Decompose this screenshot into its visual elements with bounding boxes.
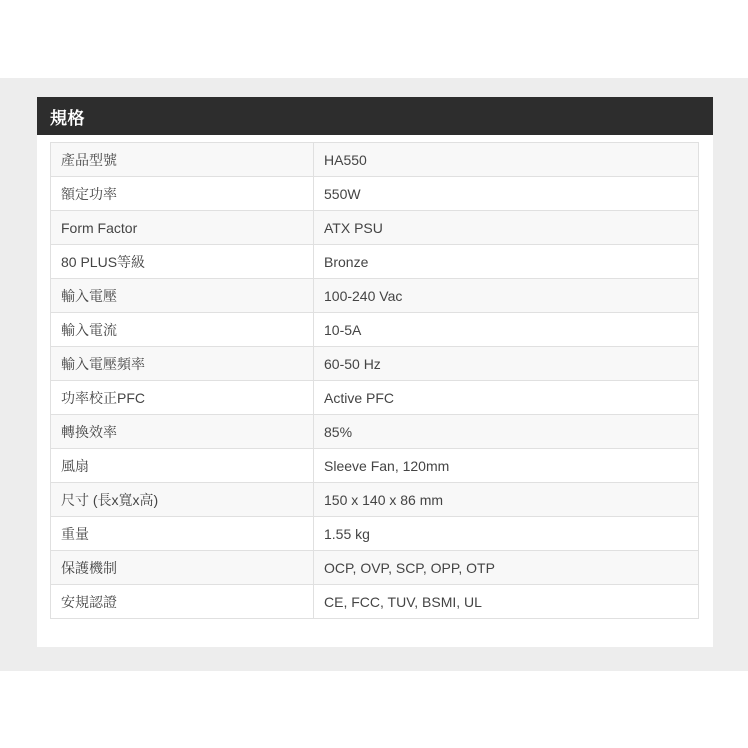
spec-label: 輸入電流 xyxy=(51,313,314,347)
spec-label: 安規認證 xyxy=(51,585,314,619)
spec-value: 60-50 Hz xyxy=(314,347,699,381)
table-row xyxy=(51,449,699,483)
table-row xyxy=(51,551,699,585)
spec-label: 輸入電壓頻率 xyxy=(51,347,314,381)
spec-value: Bronze xyxy=(314,245,699,279)
spec-card xyxy=(37,97,713,647)
spec-section-title: 規格 xyxy=(50,108,85,128)
spec-label: 產品型號 xyxy=(51,143,314,177)
spec-value: ATX PSU xyxy=(314,211,699,245)
table-row xyxy=(51,177,699,211)
spec-label: 保護機制 xyxy=(51,551,314,585)
spec-value: 550W xyxy=(314,177,699,211)
spec-value: HA550 xyxy=(314,143,699,177)
table-row xyxy=(51,381,699,415)
spec-value: Active PFC xyxy=(314,381,699,415)
spec-label: 風扇 xyxy=(51,449,314,483)
table-row xyxy=(51,347,699,381)
table-row xyxy=(51,279,699,313)
table-row xyxy=(51,211,699,245)
spec-label: 額定功率 xyxy=(51,177,314,211)
table-row xyxy=(51,245,699,279)
table-row xyxy=(51,143,699,177)
spec-label: 80 PLUS等級 xyxy=(51,245,314,279)
table-row xyxy=(51,517,699,551)
spec-label: 功率校正PFC xyxy=(51,381,314,415)
spec-value: Sleeve Fan, 120mm xyxy=(314,449,699,483)
spec-label: Form Factor xyxy=(51,211,314,245)
spec-value: 150 x 140 x 86 mm xyxy=(314,483,699,517)
spec-value: CE, FCC, TUV, BSMI, UL xyxy=(314,585,699,619)
spec-section-header xyxy=(37,97,713,135)
spec-value: 100-240 Vac xyxy=(314,279,699,313)
table-row xyxy=(51,483,699,517)
spec-label: 尺寸 (長x寬x高) xyxy=(51,483,314,517)
spec-value: 1.55 kg xyxy=(314,517,699,551)
table-row xyxy=(51,313,699,347)
spec-label: 轉換效率 xyxy=(51,415,314,449)
spec-table-body xyxy=(51,143,699,619)
table-row xyxy=(51,415,699,449)
spec-label: 輸入電壓 xyxy=(51,279,314,313)
spec-label: 重量 xyxy=(51,517,314,551)
spec-table-wrap xyxy=(37,135,713,629)
spec-table xyxy=(50,142,699,619)
spec-value: 85% xyxy=(314,415,699,449)
spec-value: 10-5A xyxy=(314,313,699,347)
spec-value: OCP, OVP, SCP, OPP, OTP xyxy=(314,551,699,585)
table-row xyxy=(51,585,699,619)
page-background-band xyxy=(0,78,748,671)
